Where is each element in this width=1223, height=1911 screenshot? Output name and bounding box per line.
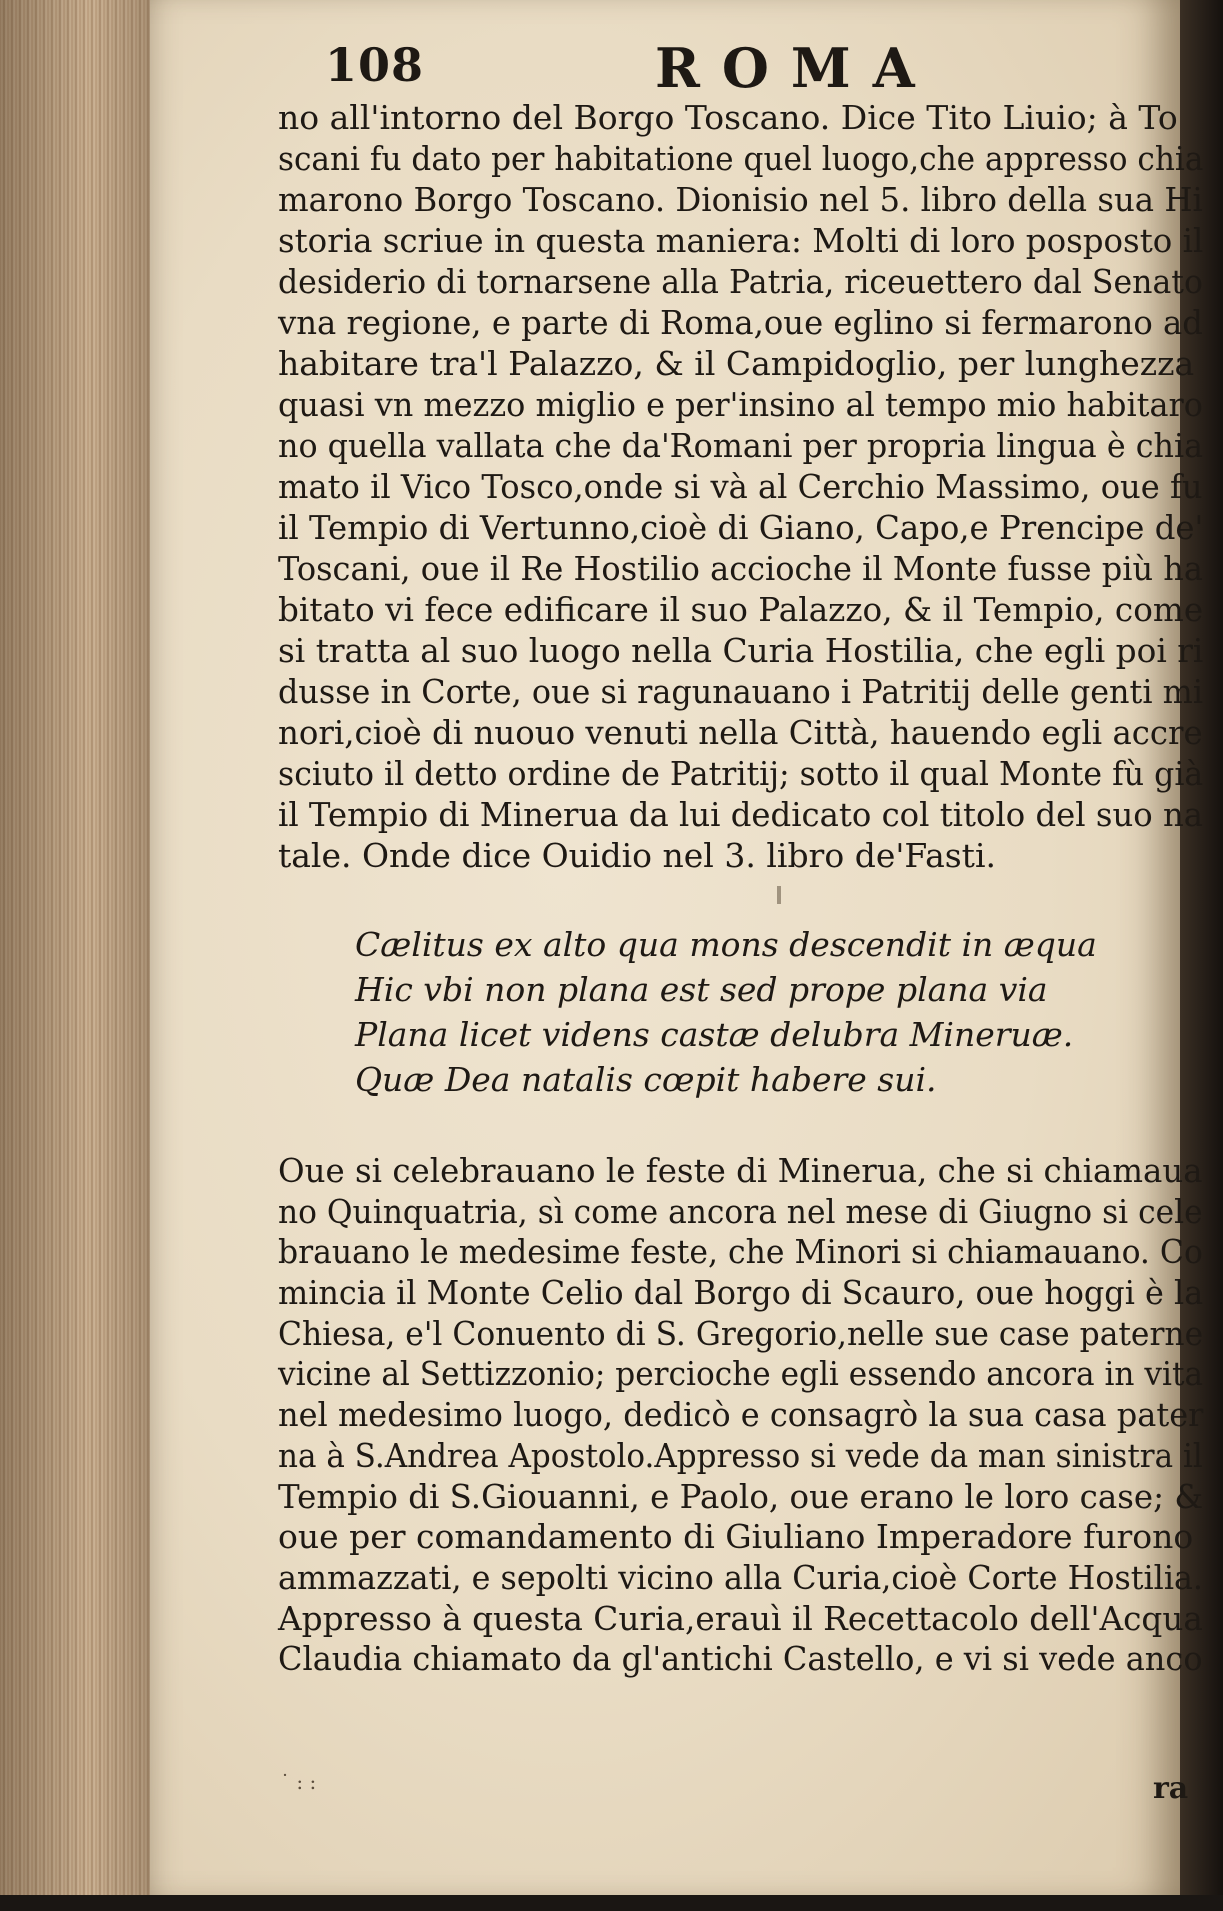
verse-quotation — [355, 922, 1155, 1102]
text-line: Claudia chiamato da gl'antichi Castello, e vi si vede anco — [278, 1639, 1203, 1679]
text-line: il Tempio di Minerua da lui dedicato col titolo del suo na — [278, 795, 1204, 834]
verse-line: Quæ Dea natalis cœpit habere sui. — [355, 1060, 937, 1099]
running-head: ROMA — [655, 36, 937, 100]
text-line: quasi vn mezzo miglio e per'insino al tempo mio habitaro — [278, 385, 1203, 424]
text-line: desiderio di tornarsene alla Patria, riceuettero dal Senato — [278, 262, 1203, 301]
text-line: mincia il Monte Celio dal Borgo di Scauro, oue hoggi è la — [278, 1273, 1204, 1313]
text-line: Tempio di S.Giouanni, e Paolo, oue erano le loro case; & — [278, 1476, 1204, 1516]
text-line: il Tempio di Vertunno,cioè di Giano, Capo,e Prencipe de' — [278, 508, 1204, 547]
text-line: vicine al Settizzonio; percioche egli essendo ancora in vita — [278, 1354, 1204, 1394]
text-line: na à S.Andrea Apostolo.Appresso si vede da man sinistra il — [278, 1435, 1203, 1475]
text-line: nori,cioè di nuouo venuti nella Città, hauendo egli accre — [278, 713, 1203, 752]
bottom-edge — [0, 1895, 1223, 1911]
paragraph-2 — [278, 1151, 1203, 1680]
text-line: vna regione, e parte di Roma,oue eglino si fermarono ad — [278, 303, 1203, 342]
text-line: no quella vallata che da'Romani per propria lingua è chia — [278, 426, 1204, 465]
ink-mark — [777, 886, 781, 904]
text-line: habitare tra'l Palazzo, & il Campidoglio, per lunghezza — [278, 344, 1195, 383]
text-line: Appresso à questa Curia,erauì il Recettacolo dell'Acqua — [278, 1598, 1203, 1638]
text-line: sciuto il detto ordine de Patritij; sotto il qual Monte fù già — [278, 754, 1204, 793]
verse-line: Hic vbi non plana est sed prope plana via — [355, 970, 1048, 1009]
text-line: storia scriue in questa maniera: Molti di loro posposto il — [278, 221, 1204, 260]
verse-line: Plana licet videns castæ delubra Mineruæ. — [355, 1015, 1074, 1054]
text-line: Toscani, oue il Re Hostilio accioche il Monte fusse più ha — [278, 549, 1203, 588]
text-line: Chiesa, e'l Conuento di S. Gregorio,nelle sue case paterne — [278, 1313, 1204, 1353]
verse-line: Cælitus ex alto qua mons descendit in æqua — [355, 925, 1097, 964]
text-line: mato il Vico Tosco,onde si và al Cerchio Massimo, oue fu — [278, 467, 1203, 506]
text-line: brauano le medesime feste, che Minori si chiamauano. Co — [278, 1232, 1203, 1272]
text-line: bitato vi fece edificare il suo Palazzo, & il Tempio, come — [278, 590, 1204, 629]
text-line: marono Borgo Toscano. Dionisio nel 5. libro della sua Hi — [278, 180, 1203, 219]
paragraph-1 — [278, 97, 1203, 876]
page-edges — [0, 0, 150, 1911]
text-line: dusse in Corte, oue si ragunauano i Patritij delle genti mi — [278, 672, 1204, 711]
text-line: tale. Onde dice Ouidio nel 3. libro de'Fasti. — [278, 836, 996, 875]
text-line: no Quinquatria, sì come ancora nel mese di Giugno si cele — [278, 1191, 1203, 1231]
text-line: scani fu dato per habitatione quel luogo,che appresso chia — [278, 139, 1204, 178]
text-line: ammazzati, e sepolti vicino alla Curia,cioè Corte Hostilia. — [278, 1557, 1204, 1597]
text-line: si tratta al suo luogo nella Curia Hostilia, che egli poi ri — [278, 631, 1204, 670]
catchword: ra — [1153, 1771, 1189, 1806]
text-line: nel medesimo luogo, dedicò e consagrò la sua casa pater — [278, 1395, 1204, 1435]
ink-specks: ˙ : : — [280, 1770, 317, 1794]
text-line: oue per comandamento di Giuliano Imperadore furono — [278, 1517, 1194, 1557]
page-number: 108 — [325, 38, 425, 92]
text-line: Oue si celebrauano le feste di Minerua, che si chiamaua — [278, 1151, 1203, 1190]
text-line: no all'intorno del Borgo Toscano. Dice Tito Liuio; à To — [278, 98, 1178, 137]
